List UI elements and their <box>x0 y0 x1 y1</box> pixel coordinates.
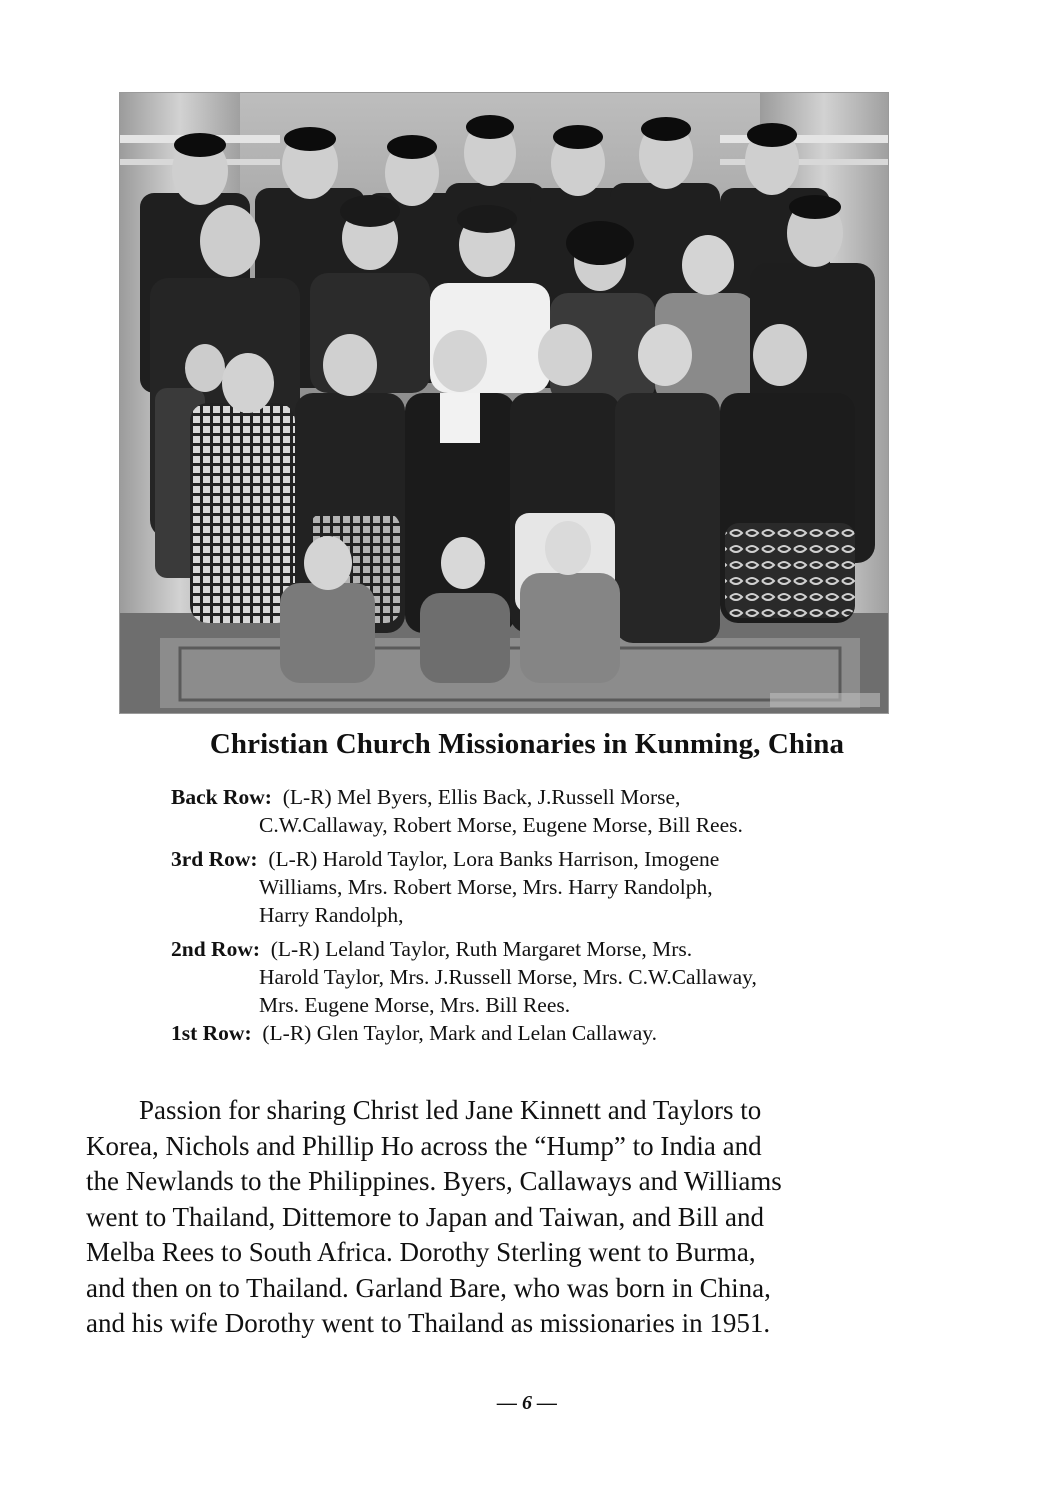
body-line: and his wife Dorothy went to Thailand as missionaries in 1951. <box>86 1308 771 1338</box>
body-line: went to Thailand, Dittemore to Japan and Taiwan, and Bill and <box>86 1201 764 1232</box>
body-line: Melba Rees to South Africa. Dorothy Sterling went to Burma, <box>86 1237 756 1267</box>
caption-row-second <box>171 935 891 1019</box>
photo-caption-title: Christian Church Missionaries in Kunming, China <box>209 728 845 760</box>
caption-row-label: 1st Row: <box>171 1021 252 1045</box>
caption-row-label: 2nd Row: <box>171 937 261 961</box>
body-line: the Newlands to the Philippines. Byers, Callaways and Williams <box>86 1166 782 1196</box>
caption-row-line: Harold Taylor, Mrs. J.Russell Morse, Mrs. C.W.Callaway, <box>259 965 757 989</box>
caption-row-line: Williams, Mrs. Robert Morse, Mrs. Harry Randolph, <box>259 875 713 899</box>
caption-row-line <box>171 845 891 873</box>
caption-row-text: (L-R) Mel Byers, Ellis Back, J.Russell Morse, <box>282 785 681 809</box>
caption-row-text: (L-R) Leland Taylor, Ruth Margaret Morse, Mrs. <box>270 937 693 961</box>
caption-row-text: (L-R) Harold Taylor, Lora Banks Harrison, Imogene <box>268 847 720 871</box>
body-line: Korea, Nichols and Phillip Ho across the “Hump” to India and <box>86 1130 762 1161</box>
caption-row-back <box>171 783 891 839</box>
caption-row-label: Back Row: <box>171 785 272 809</box>
caption-row-text: (L-R) Glen Taylor, Mark and Lelan Callaway. <box>262 1021 658 1045</box>
group-photo <box>119 92 889 714</box>
caption-row-label: 3rd Row: <box>171 847 258 871</box>
caption-row-line <box>171 935 891 963</box>
caption-row-line <box>171 783 891 811</box>
page-number: — 6 — <box>497 1392 557 1414</box>
body-paragraph <box>86 1093 906 1342</box>
caption-row-line: Harry Randolph, <box>259 903 404 927</box>
caption-row-third <box>171 845 891 929</box>
caption-row-first <box>171 1019 891 1047</box>
body-line: Passion for sharing Christ led Jane Kinnett and Taylors to <box>139 1095 762 1125</box>
body-line: and then on to Thailand. Garland Bare, who was born in China, <box>86 1272 771 1303</box>
caption-row-line: Mrs. Eugene Morse, Mrs. Bill Rees. <box>259 993 571 1017</box>
caption-row-line <box>171 1019 891 1047</box>
caption-row-line: C.W.Callaway, Robert Morse, Eugene Morse, Bill Rees. <box>259 813 743 837</box>
photo-caption-rows <box>171 783 891 1053</box>
